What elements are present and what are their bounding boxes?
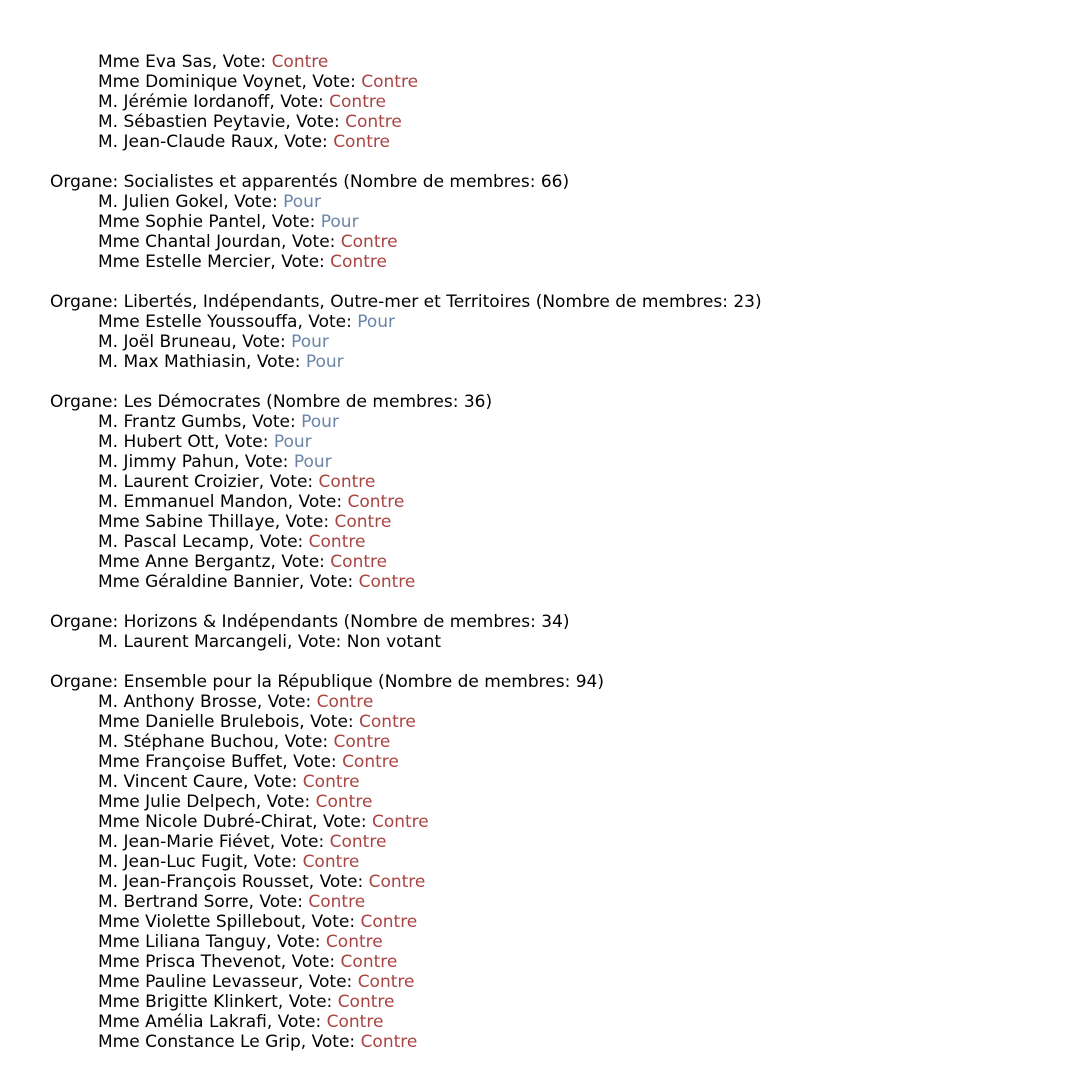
separator: ,: [281, 232, 292, 252]
separator: ,: [214, 432, 225, 452]
member-line: [50, 972, 1080, 992]
vote-value: Contre: [361, 72, 419, 92]
member-line: [50, 992, 1080, 1012]
member-line: [50, 812, 1080, 832]
vote-value: Contre: [333, 132, 390, 152]
organe-group: [50, 592, 1080, 652]
vote-value: Pour: [301, 412, 339, 432]
separator: ,: [299, 712, 311, 732]
vote-label: Vote:: [266, 792, 316, 812]
member-name: M. Frantz Gumbs: [98, 412, 242, 432]
vote-label: Vote:: [308, 312, 358, 332]
vote-value: Contre: [334, 512, 392, 532]
separator: ,: [300, 1032, 312, 1052]
vote-value: Contre: [347, 492, 405, 512]
vote-label: Vote:: [281, 252, 331, 272]
vote-value: Pour: [305, 352, 344, 372]
vote-value: Contre: [337, 992, 395, 1012]
member-line: [50, 752, 1080, 772]
member-name: Mme Géraldine Bannier: [98, 572, 299, 592]
vote-label: Vote:: [280, 92, 330, 112]
member-name: M. Pascal Lecamp: [98, 532, 249, 552]
separator: ,: [301, 72, 313, 92]
member-name: Mme Dominique Voynet: [98, 72, 302, 92]
member-name: Mme Amélia Lakrafi: [98, 1012, 267, 1032]
member-name: M. Hubert Ott: [98, 432, 215, 452]
vote-label: Vote:: [252, 412, 302, 432]
member-line: [50, 1032, 1080, 1052]
member-line: [50, 532, 1080, 552]
member-line: [50, 492, 1080, 512]
vote-label: Vote:: [309, 572, 359, 592]
member-name: Mme Constance Le Grip: [98, 1032, 301, 1052]
member-name: M. Jimmy Pahun: [98, 452, 235, 472]
separator: ,: [248, 892, 260, 912]
member-line: [50, 52, 1080, 72]
member-line: [50, 352, 1080, 372]
vote-value: Contre: [271, 52, 329, 72]
member-name: Mme Prisca Thevenot: [98, 952, 281, 972]
separator: ,: [300, 912, 312, 932]
vote-value: Contre: [315, 792, 373, 812]
separator: ,: [234, 452, 245, 472]
vote-value: Contre: [368, 872, 426, 892]
separator: ,: [243, 772, 254, 792]
member-line: [50, 92, 1080, 112]
member-line: [50, 432, 1080, 452]
group-spacer: [50, 272, 1080, 292]
separator: ,: [223, 192, 235, 212]
vote-label: Vote:: [297, 632, 347, 652]
vote-label: Vote:: [285, 512, 335, 532]
member-name: Mme Estelle Youssouffa: [98, 312, 298, 332]
vote-value: Contre: [342, 752, 399, 772]
organe-heading: Organe: Horizons & Indépendants (Nombre de membres: 34): [50, 612, 570, 632]
separator: ,: [270, 552, 282, 572]
member-line: [50, 772, 1080, 792]
member-line: [50, 892, 1080, 912]
organe-group: [50, 272, 1080, 372]
vote-label: Vote:: [277, 1012, 327, 1032]
member-name: Mme Chantal Jourdan: [98, 232, 281, 252]
member-name: Mme Sophie Pantel: [98, 212, 261, 232]
member-name: M. Sébastien Peytavie: [98, 112, 286, 132]
vote-value: Contre: [340, 952, 398, 972]
member-name: Mme Françoise Buffet: [98, 752, 283, 772]
organe-group: [50, 652, 1080, 1052]
member-name: M. Stéphane Buchou: [98, 732, 274, 752]
vote-value: Pour: [357, 312, 396, 332]
vote-label: Vote:: [242, 332, 292, 352]
vote-label: Vote:: [310, 712, 360, 732]
member-line: [50, 552, 1080, 572]
member-line: [50, 572, 1080, 592]
member-name: Mme Anne Bergantz: [98, 552, 271, 572]
vote-label: Vote:: [311, 1032, 361, 1052]
member-line: [50, 132, 1080, 152]
vote-label: Vote:: [281, 552, 331, 572]
member-name: Mme Julie Delpech: [98, 792, 256, 812]
member-line: [50, 912, 1080, 932]
vote-label: Vote:: [312, 72, 362, 92]
organe-heading: Organe: Ensemble pour la République (Nombre de membres: 94): [50, 672, 604, 692]
member-name: M. Jérémie Iordanoff: [98, 92, 270, 112]
vote-label: Vote:: [253, 852, 303, 872]
vote-label: Vote:: [253, 772, 303, 792]
vote-label: Vote:: [222, 52, 272, 72]
member-line: [50, 312, 1080, 332]
vote-label: Vote:: [298, 492, 348, 512]
member-line: [50, 252, 1080, 272]
separator: ,: [308, 872, 320, 892]
vote-label: Vote:: [284, 132, 334, 152]
vote-value: Contre: [302, 852, 360, 872]
member-line: [50, 72, 1080, 92]
member-name: Mme Violette Spillebout: [98, 912, 301, 932]
separator: ,: [266, 932, 277, 952]
member-line: [50, 712, 1080, 732]
member-line: [50, 852, 1080, 872]
vote-label: Vote:: [244, 452, 294, 472]
vote-label: Vote:: [293, 752, 343, 772]
vote-label: Vote:: [284, 732, 334, 752]
member-name: Mme Danielle Brulebois: [98, 712, 300, 732]
member-line: [50, 952, 1080, 972]
vote-label: Vote:: [224, 432, 274, 452]
vote-value: Contre: [358, 572, 416, 592]
vote-label: Vote:: [276, 932, 326, 952]
member-name: M. Emmanuel Mandon: [98, 492, 288, 512]
member-name: Mme Liliana Tanguy: [98, 932, 267, 952]
separator: ,: [241, 412, 253, 432]
vote-label: Vote:: [259, 892, 309, 912]
separator: ,: [255, 792, 267, 812]
group-spacer: [50, 152, 1080, 172]
vote-value: Pour: [320, 212, 359, 232]
member-name: M. Jean-Claude Raux: [98, 132, 274, 152]
vote-value: Non votant: [346, 632, 442, 652]
separator: ,: [298, 572, 310, 592]
member-line: [50, 232, 1080, 252]
separator: ,: [256, 692, 268, 712]
vote-value: Contre: [330, 552, 388, 572]
member-name: M. Joël Bruneau: [98, 332, 232, 352]
separator: ,: [266, 1012, 278, 1032]
separator: ,: [260, 212, 272, 232]
separator: ,: [285, 112, 297, 132]
vote-label: Vote:: [319, 872, 369, 892]
member-name: Mme Brigitte Klinkert: [98, 992, 278, 1012]
member-line: [50, 792, 1080, 812]
separator: ,: [231, 332, 243, 352]
organe-heading: Organe: Socialistes et apparentés (Nombre de membres: 66): [50, 172, 570, 192]
vote-value: Contre: [325, 932, 383, 952]
vote-label: Vote:: [234, 192, 284, 212]
member-name: M. Jean-François Rousset: [98, 872, 309, 892]
vote-value: Contre: [316, 692, 374, 712]
separator: ,: [297, 312, 309, 332]
group-spacer: [50, 592, 1080, 612]
member-line: [50, 1012, 1080, 1032]
separator: ,: [280, 952, 292, 972]
member-line: [50, 472, 1080, 492]
separator: ,: [282, 752, 294, 772]
vote-value: Pour: [273, 432, 312, 452]
organe-heading: Organe: Les Démocrates (Nombre de membres: 36): [50, 392, 493, 412]
separator: ,: [287, 632, 298, 652]
vote-label: Vote:: [256, 352, 306, 372]
member-line: [50, 192, 1080, 212]
vote-value: Contre: [329, 92, 386, 112]
member-name: M. Max Mathiasin: [98, 352, 247, 372]
vote-label: Vote:: [280, 832, 330, 852]
vote-value: Contre: [345, 112, 402, 132]
vote-value: Contre: [302, 772, 360, 792]
group-spacer: [50, 372, 1080, 392]
member-name: Mme Nicole Dubré-Chirat: [98, 812, 313, 832]
member-line: [50, 412, 1080, 432]
member-line: [50, 932, 1080, 952]
member-line: [50, 872, 1080, 892]
vote-value: Contre: [318, 472, 376, 492]
member-name: M. Laurent Croizier: [98, 472, 259, 492]
separator: ,: [287, 492, 299, 512]
organe-group: [50, 372, 1080, 592]
member-line: [50, 452, 1080, 472]
vote-value: Pour: [291, 332, 329, 352]
separator: ,: [269, 92, 281, 112]
member-name: M. Jean-Marie Fiévet: [98, 832, 270, 852]
member-line: [50, 512, 1080, 532]
member-line: [50, 692, 1080, 712]
member-line: [50, 832, 1080, 852]
vote-value: Contre: [359, 712, 416, 732]
vote-value: Contre: [308, 532, 366, 552]
member-name: Mme Estelle Mercier: [98, 252, 271, 272]
vote-label: Vote:: [271, 212, 321, 232]
separator: ,: [211, 52, 223, 72]
member-name: M. Bertrand Sorre: [98, 892, 249, 912]
separator: ,: [258, 472, 270, 492]
member-name: Mme Pauline Levasseur: [98, 972, 298, 992]
vote-value: Contre: [330, 252, 387, 272]
member-line: [50, 212, 1080, 232]
separator: ,: [312, 812, 323, 832]
member-line: [50, 732, 1080, 752]
separator: ,: [277, 992, 289, 1012]
separator: ,: [274, 512, 286, 532]
vote-label: Vote:: [291, 232, 341, 252]
vote-value: Contre: [308, 892, 366, 912]
separator: ,: [248, 532, 260, 552]
member-name: Mme Sabine Thillaye: [98, 512, 275, 532]
separator: ,: [270, 252, 282, 272]
member-line: [50, 632, 1080, 652]
vote-label: Vote:: [259, 532, 309, 552]
member-line: [50, 332, 1080, 352]
separator: ,: [269, 832, 281, 852]
vote-value: Contre: [333, 732, 391, 752]
member-name: M. Vincent Caure: [98, 772, 244, 792]
separator: ,: [297, 972, 309, 992]
vote-value: Pour: [283, 192, 321, 212]
organe-heading: Organe: Libertés, Indépendants, Outre-mer et Territoires (Nombre de membres: 23): [50, 292, 762, 312]
vote-label: Vote:: [311, 912, 361, 932]
vote-label: Vote:: [269, 472, 319, 492]
vote-label: Vote:: [267, 692, 317, 712]
vote-value: Contre: [360, 912, 418, 932]
separator: ,: [273, 132, 285, 152]
member-name: M. Anthony Brosse: [98, 692, 257, 712]
vote-value: Contre: [329, 832, 387, 852]
vote-value: Contre: [326, 1012, 384, 1032]
member-name: M. Jean-Luc Fugit: [98, 852, 243, 872]
vote-value: Contre: [371, 812, 429, 832]
vote-label: Vote:: [308, 972, 358, 992]
member-name: Mme Eva Sas: [98, 52, 212, 72]
separator: ,: [242, 852, 254, 872]
group-spacer: [50, 652, 1080, 672]
vote-value: Contre: [340, 232, 398, 252]
vote-label: Vote:: [322, 812, 372, 832]
organe-group: [50, 152, 1080, 272]
member-name: M. Laurent Marcangeli: [98, 632, 287, 652]
separator: ,: [246, 352, 257, 372]
vote-label: Vote:: [288, 992, 338, 1012]
organe-group: [50, 52, 1080, 152]
vote-label: Vote:: [296, 112, 346, 132]
vote-value: Pour: [293, 452, 332, 472]
member-name: M. Julien Gokel: [98, 192, 224, 212]
vote-label: Vote:: [291, 952, 341, 972]
vote-value: Contre: [360, 1032, 418, 1052]
member-line: [50, 112, 1080, 132]
vote-value: Contre: [357, 972, 415, 992]
separator: ,: [273, 732, 285, 752]
